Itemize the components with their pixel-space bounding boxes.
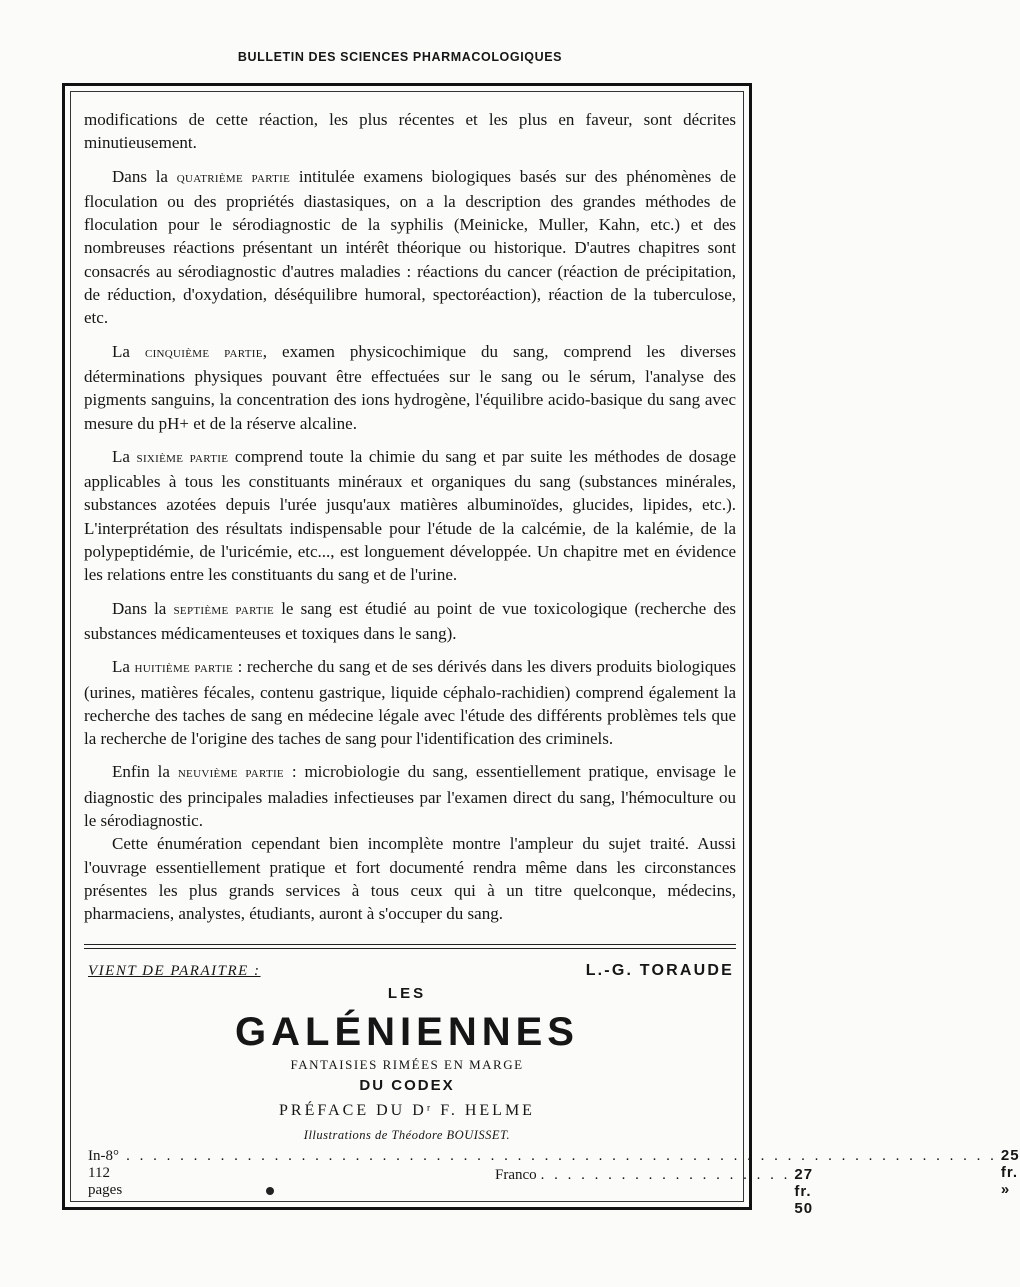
ornament-icon — [266, 1187, 274, 1195]
paragraph-4 — [84, 445, 736, 587]
announcement-label: VIENT DE PARAITRE : — [88, 963, 261, 979]
format-label: In-8° 112 pages — [88, 1148, 123, 1198]
running-head: BULLETIN DES SCIENCES PHARMACOLOGIQUES — [237, 50, 563, 64]
price-row-franco — [495, 1166, 814, 1217]
dot-leader: . . . . . . . . . . . . . . . . . . . . . . . . . . . . . . . . . . . . . . . . . . . . . . . . . . . . . . . . . . . . . . . . . — [126, 1148, 997, 1164]
paragraph-5 — [84, 597, 736, 646]
p3-text: , examen physicochimique du sang, comprend les diverses déterminations physiques pouvant être effectuées sur le sang ou le sérum, l'analyse des pigments sanguins, la concentration des ions hydrogène, l'équilibre acido-basique du sang avec mesure du pH+ et de la réserve alcaline. — [84, 341, 737, 433]
p5-text: le sang est étudié au point de vue toxicologique (recherche des substances médicamenteuses et toxiques dans le sang). — [84, 598, 736, 643]
p4-section: sixième partie — [136, 449, 229, 466]
p7-section: neuvième partie — [177, 765, 284, 782]
p6-lead: La — [112, 657, 130, 677]
franco-price: 27 fr. 50 — [794, 1166, 814, 1217]
p4-lead: La — [112, 446, 130, 466]
separator-rule-top — [84, 944, 736, 945]
ad-author: L.-G. TORAUDE — [585, 962, 734, 979]
ad-illustrations: Illustrations de Théodore BOUISSET. — [303, 1128, 511, 1142]
p7-lead: Enfin la — [112, 762, 170, 782]
dot-leader-franco: . . . . . . . . . . . . . . . . . . . — [540, 1167, 791, 1183]
separator-rule-bottom — [84, 948, 736, 949]
paragraph-3 — [84, 340, 736, 435]
p2-text: intitulée examens biologiques basés sur des phénomènes de floculation ou des propriétés diastasiques, on a la description des grandes méthodes de floculation pour le sérodiagnostic de la syphilis (Meinicke, Muller, Kahn, etc.) et des nombreuses réactions présentant un intérêt théorique ou historique. D'autres chapitres sont consacrés au sérodiagnostic d'autres maladies : réactions du cancer (réaction de précipitation, de réduction, d'oxydation, déséquilibre humoral, spectoréaction), réaction de la tuberculose, etc. — [84, 166, 736, 328]
ad-title-article: LES — [387, 985, 427, 1002]
price: 25 fr. » — [1000, 1147, 1020, 1198]
paragraph-1: modifications de cette réaction, les plus récentes et les plus en faveur, sont décrites minutieusement. — [84, 110, 736, 153]
p4-text: comprend toute la chimie du sang et par suite les méthodes de dosage applicables à tous les constituants minéraux et organiques du sang (substances minérales, substances azotées depuis l'urée jusqu'aux matières albuminoïdes, glucides, lipides, etc.). L'interprétation des résultats indispensable pour l'étude de la calcémie, de la kalémie, de la polypeptidémie, de l'uricémie, etc..., est longuement développée. Un chapitre met en évidence les relations entre les constituants du sang et de l'urine. — [84, 446, 736, 585]
paragraph-8: Cette énumération cependant bien incomplète montre l'ampleur du sujet traité. Aussi l'ouvrage essentiellement pratique et fort documenté rendra même dans les circonstances présentes les plus grands services à tous ceux qui à un titre quelconque, médecins, pharmaciens, analystes, étudiants, auront à s'occuper du sang. — [84, 834, 736, 924]
ad-title: GALÉNIENNES — [235, 1010, 579, 1054]
p7-text: : microbiologie du sang, essentiellement pratique, envisage le diagnostic des principales maladies infectieuses par l'examen direct du sang, l'hémoculture ou le sérodiagnostic. — [84, 762, 737, 831]
paragraph-2 — [84, 165, 736, 330]
p3-lead: La — [112, 341, 130, 361]
paragraph-6 — [84, 655, 736, 750]
review-text — [84, 108, 736, 936]
ad-preface: PRÉFACE DU Dʳ F. HELME — [279, 1102, 535, 1119]
paragraph-7 — [84, 760, 736, 832]
franco-label: Franco — [495, 1167, 537, 1183]
ad-subtitle: FANTAISIES RIMÉES EN MARGE — [290, 1057, 524, 1072]
p2-lead: Dans la — [112, 166, 168, 186]
p5-lead: Dans la — [112, 598, 167, 618]
p2-section: quatrième partie — [176, 169, 291, 186]
ad-codex: DU CODEX — [359, 1077, 455, 1094]
p6-text: : recherche du sang et de ses dérivés dans les divers produits biologiques (urines, matières fécales, contenu gastrique, liquide céphalo-rachidien) comprend également la recherche des taches de sang en médecine légale avec l'étude des différents problèmes tels que la recherche de l'origine des taches de sang pour l'identification des criminels. — [84, 657, 737, 749]
p6-section: huitième partie — [134, 660, 234, 677]
p5-section: septième partie — [173, 601, 275, 618]
p3-section: cinquième partie — [144, 344, 263, 361]
